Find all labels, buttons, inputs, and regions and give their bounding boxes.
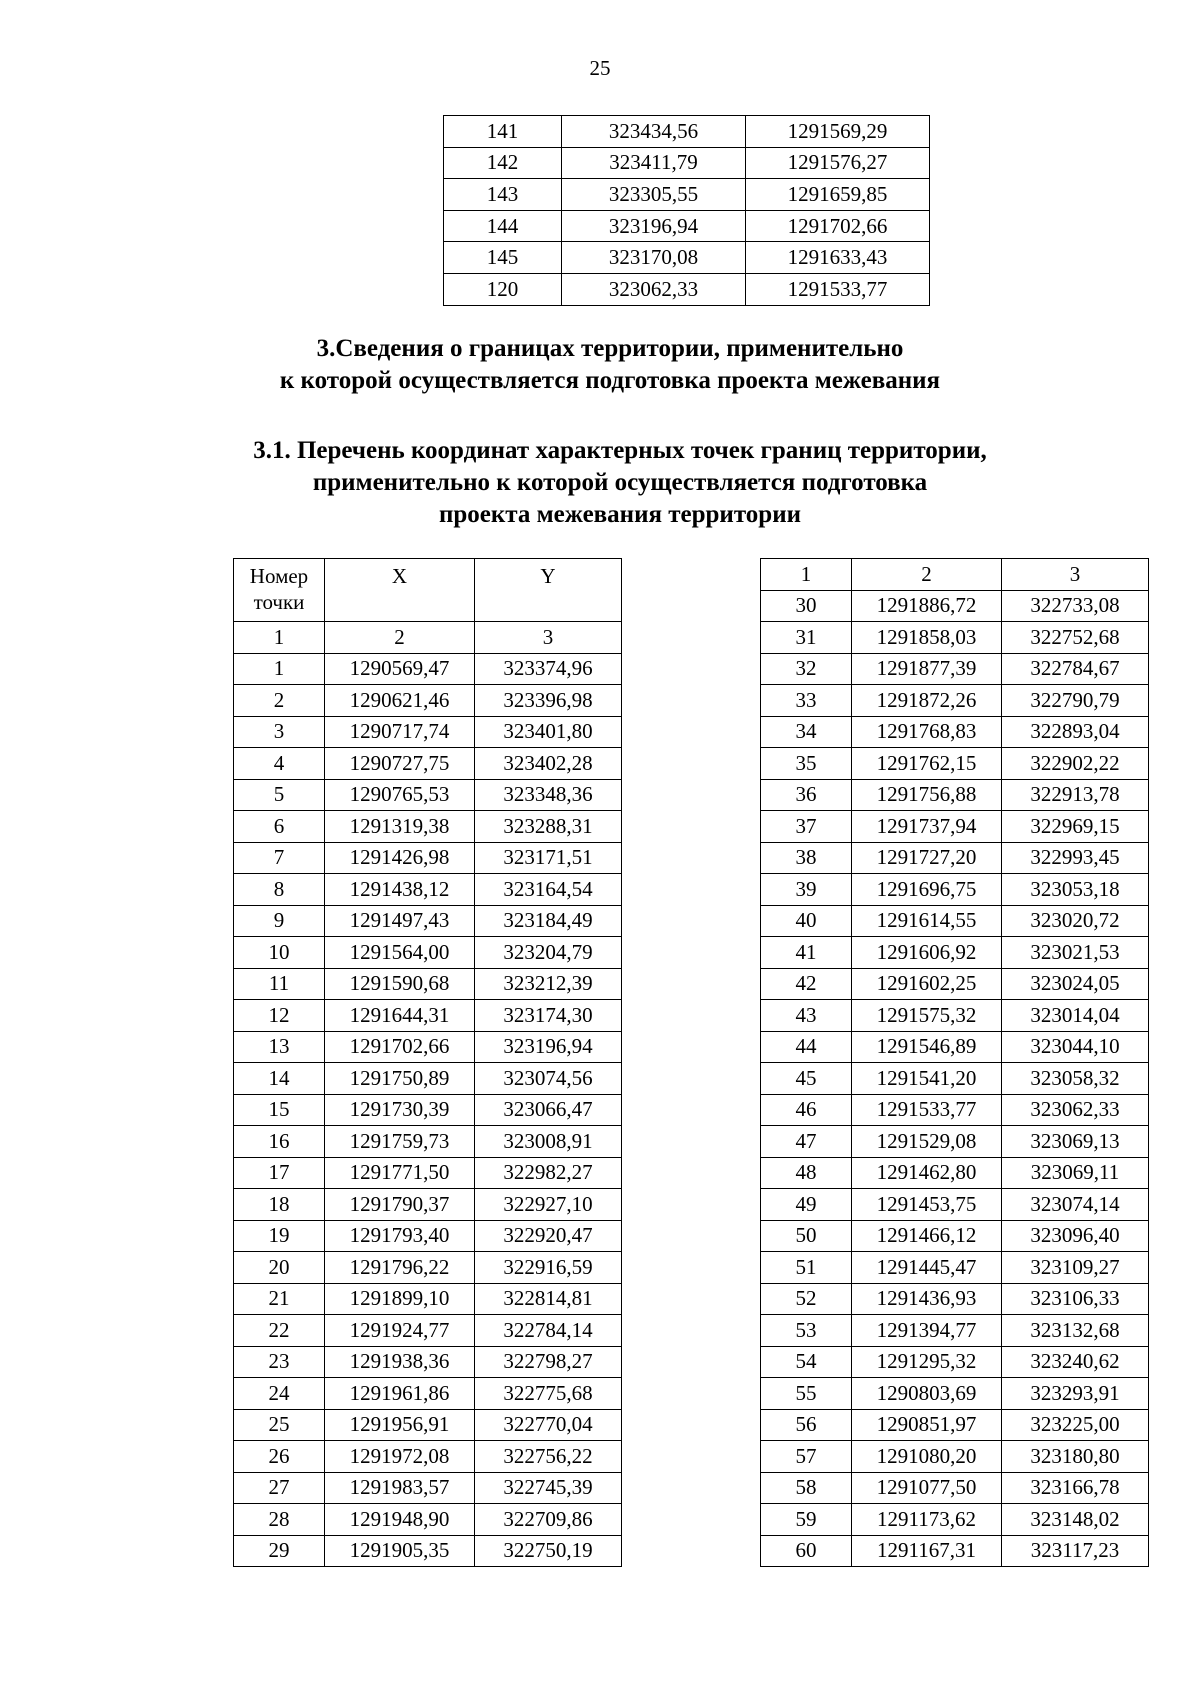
table-row [761,1283,1149,1315]
x-coordinate-cell: 1291948,90 [325,1504,475,1536]
x-coordinate-cell: 1291730,39 [325,1094,475,1126]
x-coordinate-cell: 1291394,77 [852,1315,1002,1347]
x-coordinate-cell: 1291644,31 [325,1000,475,1032]
x-coordinate-cell: 323305,55 [562,179,746,211]
header-x: X [325,559,475,622]
table-row [444,147,930,179]
x-coordinate-cell: 1291737,94 [852,811,1002,843]
point-number-cell: 54 [761,1346,852,1378]
x-coordinate-cell: 1291564,00 [325,937,475,969]
point-number-cell: 120 [444,273,562,305]
y-coordinate-cell: 322920,47 [475,1220,622,1252]
table-row [234,653,622,685]
x-coordinate-cell: 1291529,08 [852,1126,1002,1158]
y-coordinate-cell: 323180,80 [1002,1441,1149,1473]
y-coordinate-cell: 322750,19 [475,1535,622,1567]
point-number-cell: 43 [761,1000,852,1032]
x-coordinate-cell: 1290765,53 [325,779,475,811]
point-number-cell: 8 [234,874,325,906]
top-table-body [444,116,930,306]
x-coordinate-cell: 323434,56 [562,116,746,148]
header-y: Y [475,559,622,622]
point-number-cell: 51 [761,1252,852,1284]
point-number-cell: 44 [761,1031,852,1063]
point-number-cell: 48 [761,1157,852,1189]
index-cell: 2 [325,622,475,654]
right-table-index-row [761,559,1149,591]
point-number-cell: 6 [234,811,325,843]
point-number-cell: 35 [761,748,852,780]
y-coordinate-cell: 323109,27 [1002,1252,1149,1284]
x-coordinate-cell: 1290803,69 [852,1378,1002,1410]
point-number-cell: 46 [761,1094,852,1126]
y-coordinate-cell: 1291702,66 [746,210,930,242]
point-number-cell: 19 [234,1220,325,1252]
y-coordinate-cell: 322916,59 [475,1252,622,1284]
point-number-cell: 17 [234,1157,325,1189]
y-coordinate-cell: 323348,36 [475,779,622,811]
point-number-cell: 59 [761,1504,852,1536]
point-number-cell: 24 [234,1378,325,1410]
y-coordinate-cell: 323106,33 [1002,1283,1149,1315]
table-row [761,1504,1149,1536]
boundary-coordinates-table-left [233,558,622,1567]
section-3-heading [20,333,1200,397]
y-coordinate-cell: 1291533,77 [746,273,930,305]
x-coordinate-cell: 1291080,20 [852,1441,1002,1473]
y-coordinate-cell: 323148,02 [1002,1504,1149,1536]
x-coordinate-cell: 1291872,26 [852,685,1002,717]
x-coordinate-cell: 1291771,50 [325,1157,475,1189]
y-coordinate-cell: 322709,86 [475,1504,622,1536]
point-number-cell: 26 [234,1441,325,1473]
point-number-cell: 34 [761,716,852,748]
point-number-cell: 38 [761,842,852,874]
point-number-cell: 20 [234,1252,325,1284]
x-coordinate-cell: 1291602,25 [852,968,1002,1000]
index-cell: 2 [852,559,1002,591]
y-coordinate-cell: 323024,05 [1002,968,1149,1000]
x-coordinate-cell: 1291167,31 [852,1535,1002,1567]
y-coordinate-cell: 323074,56 [475,1063,622,1095]
index-cell: 1 [761,559,852,591]
left-table-header [234,559,622,654]
x-coordinate-cell: 1291924,77 [325,1315,475,1347]
table-row [234,905,622,937]
y-coordinate-cell: 323184,49 [475,905,622,937]
x-coordinate-cell: 1291905,35 [325,1535,475,1567]
table-row [444,179,930,211]
point-number-cell: 14 [234,1063,325,1095]
x-coordinate-cell: 1291983,57 [325,1472,475,1504]
table-row [234,937,622,969]
table-row [761,653,1149,685]
table-row [761,685,1149,717]
x-coordinate-cell: 1291790,37 [325,1189,475,1221]
table-row [234,1441,622,1473]
right-table-header [761,559,1149,591]
x-coordinate-cell: 1291606,92 [852,937,1002,969]
table-row [234,1315,622,1347]
table-row [761,842,1149,874]
point-number-cell: 52 [761,1283,852,1315]
table-row [761,748,1149,780]
y-coordinate-cell: 322745,39 [475,1472,622,1504]
y-coordinate-cell: 322784,67 [1002,653,1149,685]
y-coordinate-cell: 323117,23 [1002,1535,1149,1567]
x-coordinate-cell: 1291533,77 [852,1094,1002,1126]
point-number-cell: 1 [234,653,325,685]
y-coordinate-cell: 323058,32 [1002,1063,1149,1095]
table-row [234,716,622,748]
section-3-1-heading [40,435,1200,531]
point-number-cell: 15 [234,1094,325,1126]
index-cell: 3 [1002,559,1149,591]
table-row [234,748,622,780]
y-coordinate-cell: 1291576,27 [746,147,930,179]
y-coordinate-cell: 322733,08 [1002,590,1149,622]
y-coordinate-cell: 323402,28 [475,748,622,780]
y-coordinate-cell: 322784,14 [475,1315,622,1347]
table-row [761,779,1149,811]
header-point-number: Номер точки [234,559,325,622]
y-coordinate-cell: 322752,68 [1002,622,1149,654]
y-coordinate-cell: 323008,91 [475,1126,622,1158]
x-coordinate-cell: 323196,94 [562,210,746,242]
y-coordinate-cell: 323066,47 [475,1094,622,1126]
y-coordinate-cell: 322770,04 [475,1409,622,1441]
table-row [761,1157,1149,1189]
table-row [761,1220,1149,1252]
table-row [234,1220,622,1252]
point-number-cell: 25 [234,1409,325,1441]
y-coordinate-cell: 323132,68 [1002,1315,1149,1347]
table-row [234,1189,622,1221]
table-row [761,1000,1149,1032]
left-table-header-row [234,559,622,622]
point-number-cell: 60 [761,1535,852,1567]
y-coordinate-cell: 322893,04 [1002,716,1149,748]
table-row [234,968,622,1000]
point-number-cell: 27 [234,1472,325,1504]
point-number-cell: 47 [761,1126,852,1158]
point-number-cell: 58 [761,1472,852,1504]
x-coordinate-cell: 1291938,36 [325,1346,475,1378]
y-coordinate-cell: 323204,79 [475,937,622,969]
y-coordinate-cell: 322756,22 [475,1441,622,1473]
y-coordinate-cell: 322982,27 [475,1157,622,1189]
y-coordinate-cell: 322775,68 [475,1378,622,1410]
table-row [234,1252,622,1284]
table-row [444,273,930,305]
point-number-cell: 12 [234,1000,325,1032]
point-number-cell: 10 [234,937,325,969]
x-coordinate-cell: 1291727,20 [852,842,1002,874]
table-row [234,779,622,811]
x-coordinate-cell: 1290727,75 [325,748,475,780]
point-number-cell: 39 [761,874,852,906]
x-coordinate-cell: 1291877,39 [852,653,1002,685]
y-coordinate-cell: 1291569,29 [746,116,930,148]
point-number-cell: 49 [761,1189,852,1221]
y-coordinate-cell: 323401,80 [475,716,622,748]
point-number-cell: 18 [234,1189,325,1221]
x-coordinate-cell: 1291759,73 [325,1126,475,1158]
y-coordinate-cell: 323020,72 [1002,905,1149,937]
table-row [234,685,622,717]
x-coordinate-cell: 1291961,86 [325,1378,475,1410]
y-coordinate-cell: 322798,27 [475,1346,622,1378]
table-row [234,1157,622,1189]
page-number: 25 [589,56,611,80]
point-number-cell: 40 [761,905,852,937]
x-coordinate-cell: 1291541,20 [852,1063,1002,1095]
left-table-index-row [234,622,622,654]
point-number-cell: 141 [444,116,562,148]
point-number-cell: 22 [234,1315,325,1347]
x-coordinate-cell: 323411,79 [562,147,746,179]
table-row [444,242,930,274]
point-number-cell: 16 [234,1126,325,1158]
point-number-cell: 31 [761,622,852,654]
table-row [234,1283,622,1315]
x-coordinate-cell: 1291077,50 [852,1472,1002,1504]
point-number-cell: 33 [761,685,852,717]
table-row [761,1189,1149,1221]
table-row [234,1346,622,1378]
point-number-cell: 32 [761,653,852,685]
y-coordinate-cell: 322902,22 [1002,748,1149,780]
x-coordinate-cell: 1291858,03 [852,622,1002,654]
x-coordinate-cell: 1291445,47 [852,1252,1002,1284]
y-coordinate-cell: 323074,14 [1002,1189,1149,1221]
point-number-cell: 2 [234,685,325,717]
y-coordinate-cell: 1291633,43 [746,242,930,274]
point-number-cell: 42 [761,968,852,1000]
y-coordinate-cell: 322993,45 [1002,842,1149,874]
x-coordinate-cell: 1291466,12 [852,1220,1002,1252]
y-coordinate-cell: 323212,39 [475,968,622,1000]
point-number-cell: 9 [234,905,325,937]
y-coordinate-cell: 323225,00 [1002,1409,1149,1441]
table-row [761,1409,1149,1441]
table-row [234,1031,622,1063]
x-coordinate-cell: 1291750,89 [325,1063,475,1095]
x-coordinate-cell: 1291590,68 [325,968,475,1000]
point-number-cell: 23 [234,1346,325,1378]
y-coordinate-cell: 322913,78 [1002,779,1149,811]
y-coordinate-cell: 323396,98 [475,685,622,717]
y-coordinate-cell: 323293,91 [1002,1378,1149,1410]
table-row [761,874,1149,906]
point-number-cell: 143 [444,179,562,211]
point-number-cell: 29 [234,1535,325,1567]
table-row [234,1535,622,1567]
y-coordinate-cell: 322927,10 [475,1189,622,1221]
point-number-cell: 57 [761,1441,852,1473]
right-table-body [761,590,1149,1567]
section-3-1-title-line-3: проекта межевания территории [439,501,801,528]
point-number-cell: 45 [761,1063,852,1095]
x-coordinate-cell: 1291793,40 [325,1220,475,1252]
x-coordinate-cell: 1291546,89 [852,1031,1002,1063]
point-number-cell: 55 [761,1378,852,1410]
left-table-body [234,653,622,1567]
point-number-cell: 50 [761,1220,852,1252]
table-row [761,1441,1149,1473]
x-coordinate-cell: 1291497,43 [325,905,475,937]
x-coordinate-cell: 1291762,15 [852,748,1002,780]
table-row [234,1378,622,1410]
y-coordinate-cell: 322969,15 [1002,811,1149,843]
table-row [234,874,622,906]
x-coordinate-cell: 1291614,55 [852,905,1002,937]
x-coordinate-cell: 1291886,72 [852,590,1002,622]
x-coordinate-cell: 1291696,75 [852,874,1002,906]
y-coordinate-cell: 323053,18 [1002,874,1149,906]
table-row [761,1346,1149,1378]
x-coordinate-cell: 1291173,62 [852,1504,1002,1536]
table-row [761,1472,1149,1504]
y-coordinate-cell: 323166,78 [1002,1472,1149,1504]
table-row [234,1094,622,1126]
point-number-cell: 4 [234,748,325,780]
index-cell: 3 [475,622,622,654]
x-coordinate-cell: 1291972,08 [325,1441,475,1473]
section-3-title-line-1: 3.Сведения о границах территории, применительно [316,335,904,362]
x-coordinate-cell: 1291453,75 [852,1189,1002,1221]
table-row [234,1063,622,1095]
point-number-cell: 3 [234,716,325,748]
y-coordinate-cell: 323096,40 [1002,1220,1149,1252]
point-number-cell: 144 [444,210,562,242]
table-row [761,1535,1149,1567]
x-coordinate-cell: 1291756,88 [852,779,1002,811]
x-coordinate-cell: 1290569,47 [325,653,475,685]
x-coordinate-cell: 1291768,83 [852,716,1002,748]
point-number-cell: 30 [761,590,852,622]
point-number-cell: 142 [444,147,562,179]
point-number-cell: 53 [761,1315,852,1347]
y-coordinate-cell: 323174,30 [475,1000,622,1032]
x-coordinate-cell: 1291956,91 [325,1409,475,1441]
table-row [444,116,930,148]
table-row [761,1126,1149,1158]
table-row [234,1504,622,1536]
table-row [761,811,1149,843]
section-3-1-title-line-1: 3.1. Перечень координат характерных точек границ территории, [253,437,987,464]
point-number-cell: 37 [761,811,852,843]
table-row [234,1126,622,1158]
x-coordinate-cell: 1291426,98 [325,842,475,874]
table-row [234,842,622,874]
point-number-cell: 21 [234,1283,325,1315]
x-coordinate-cell: 1291438,12 [325,874,475,906]
y-coordinate-cell: 1291659,85 [746,179,930,211]
point-number-cell: 145 [444,242,562,274]
table-row [761,1063,1149,1095]
point-number-cell: 28 [234,1504,325,1536]
point-number-cell: 13 [234,1031,325,1063]
y-coordinate-cell: 323374,96 [475,653,622,685]
table-row [761,622,1149,654]
x-coordinate-cell: 1291702,66 [325,1031,475,1063]
table-row [761,937,1149,969]
section-3-title-line-2: к которой осуществляется подготовка проекта межевания [279,367,941,394]
point-number-cell: 11 [234,968,325,1000]
y-coordinate-cell: 323069,11 [1002,1157,1149,1189]
x-coordinate-cell: 1290851,97 [852,1409,1002,1441]
y-coordinate-cell: 323196,94 [475,1031,622,1063]
y-coordinate-cell: 323240,62 [1002,1346,1149,1378]
y-coordinate-cell: 322790,79 [1002,685,1149,717]
x-coordinate-cell: 1291295,32 [852,1346,1002,1378]
table-row [761,1378,1149,1410]
point-number-cell: 36 [761,779,852,811]
table-row [761,716,1149,748]
x-coordinate-cell: 1291436,93 [852,1283,1002,1315]
x-coordinate-cell: 1291796,22 [325,1252,475,1284]
y-coordinate-cell: 323014,04 [1002,1000,1149,1032]
table-row [761,1094,1149,1126]
table-row [761,1252,1149,1284]
table-row [444,210,930,242]
index-cell: 1 [234,622,325,654]
table-row [761,590,1149,622]
y-coordinate-cell: 323288,31 [475,811,622,843]
table-row [234,1000,622,1032]
table-row [761,1315,1149,1347]
x-coordinate-cell: 323170,08 [562,242,746,274]
table-row [761,968,1149,1000]
table-row [234,1472,622,1504]
y-coordinate-cell: 323069,13 [1002,1126,1149,1158]
point-number-cell: 7 [234,842,325,874]
point-number-cell: 5 [234,779,325,811]
x-coordinate-cell: 323062,33 [562,273,746,305]
y-coordinate-cell: 323062,33 [1002,1094,1149,1126]
y-coordinate-cell: 323164,54 [475,874,622,906]
table-row [761,905,1149,937]
y-coordinate-cell: 322814,81 [475,1283,622,1315]
x-coordinate-cell: 1291462,80 [852,1157,1002,1189]
point-number-cell: 56 [761,1409,852,1441]
x-coordinate-cell: 1290717,74 [325,716,475,748]
y-coordinate-cell: 323044,10 [1002,1031,1149,1063]
top-coordinates-table [443,115,930,306]
y-coordinate-cell: 323171,51 [475,842,622,874]
table-row [234,1409,622,1441]
point-number-cell: 41 [761,937,852,969]
x-coordinate-cell: 1291575,32 [852,1000,1002,1032]
y-coordinate-cell: 323021,53 [1002,937,1149,969]
table-row [234,811,622,843]
boundary-coordinates-table-right [760,558,1149,1567]
table-row [761,1031,1149,1063]
x-coordinate-cell: 1290621,46 [325,685,475,717]
x-coordinate-cell: 1291899,10 [325,1283,475,1315]
section-3-1-title-line-2: применительно к которой осуществляется подготовка [312,469,928,496]
x-coordinate-cell: 1291319,38 [325,811,475,843]
